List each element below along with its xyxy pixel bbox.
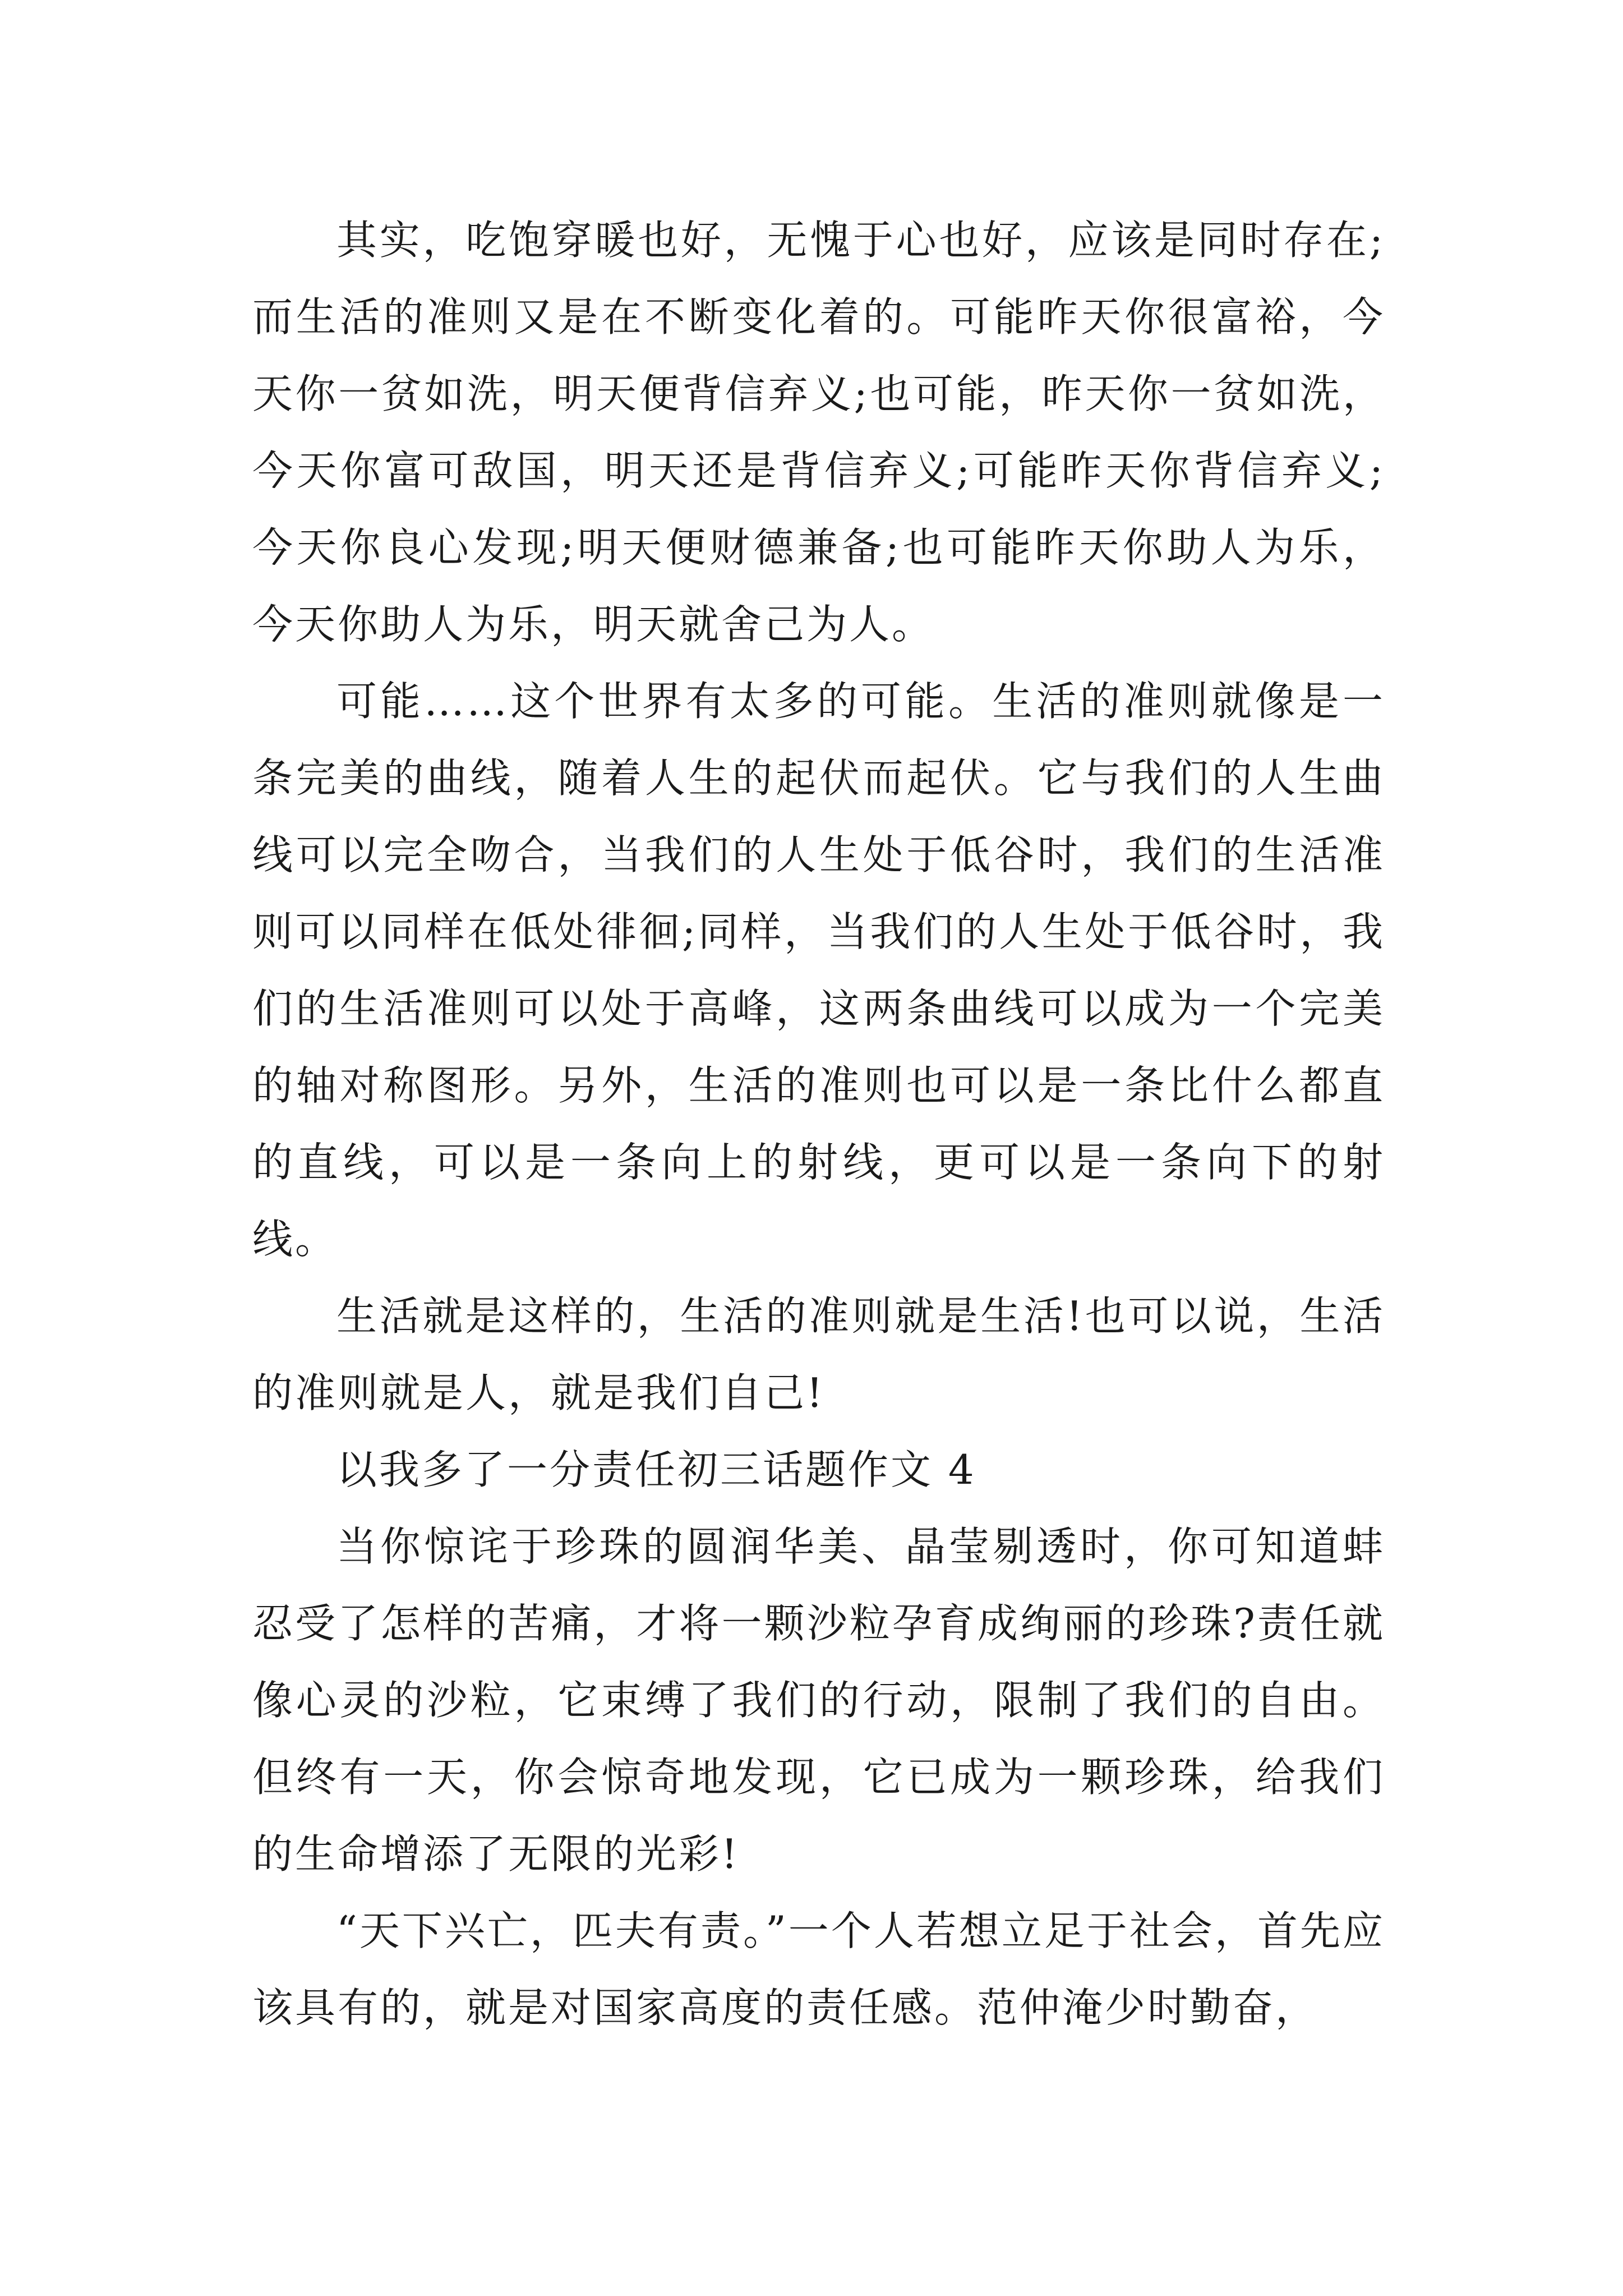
paragraph-3: 生活就是这样的，生活的准则就是生活!也可以说，生活的准则就是人，就是我们自己! <box>252 1292 1385 1416</box>
document-body <box>252 202 1385 2046</box>
section-title: 以我多了一分责任初三话题作文 4 <box>336 1446 976 1493</box>
paragraph-1: 其实，吃饱穿暖也好，无愧于心也好，应该是同时存在;而生活的准则又是在不断变化着的。可能昨天你很富裕，今天你一贫如洗，明天便背信弃义;也可能，昨天你一贫如洗，今天你富可敌国，明天还是背信弃义;可能昨天你背信弃义;今天你良心发现;明天便财德兼备;也可能昨天你助人为乐，今天你助人为乐，明天就舍己为人。 <box>252 217 1385 648</box>
section-paragraph-1: 当你惊诧于珍珠的圆润华美、晶莹剔透时，你可知道蚌忍受了怎样的苦痛，才将一颗沙粒孕育成绚丽的珍珠?责任就像心灵的沙粒，它束缚了我们的行动，限制了我们的自由。但终有一天，你会惊奇地发现，它已成为一颗珍珠，给我们的生命增添了无限的光彩! <box>252 1523 1385 1878</box>
section-paragraph-2: “天下兴亡，匹夫有责。”一个人若想立足于社会，首先应该具有的，就是对国家高度的责任感。范仲淹少时勤奋， <box>252 1907 1385 2031</box>
paragraph-2: 可能……这个世界有太多的可能。生活的准则就像是一条完美的曲线，随着人生的起伏而起伏。它与我们的人生曲线可以完全吻合，当我们的人生处于低谷时，我们的生活准则可以同样在低处徘徊;同样，当我们的人生处于低谷时，我们的生活准则可以处于高峰，这两条曲线可以成为一个完美的轴对称图形。另外，生活的准则也可以是一条比什么都直的直线，可以是一条向上的射线，更可以是一条向下的射线。 <box>252 678 1385 1263</box>
